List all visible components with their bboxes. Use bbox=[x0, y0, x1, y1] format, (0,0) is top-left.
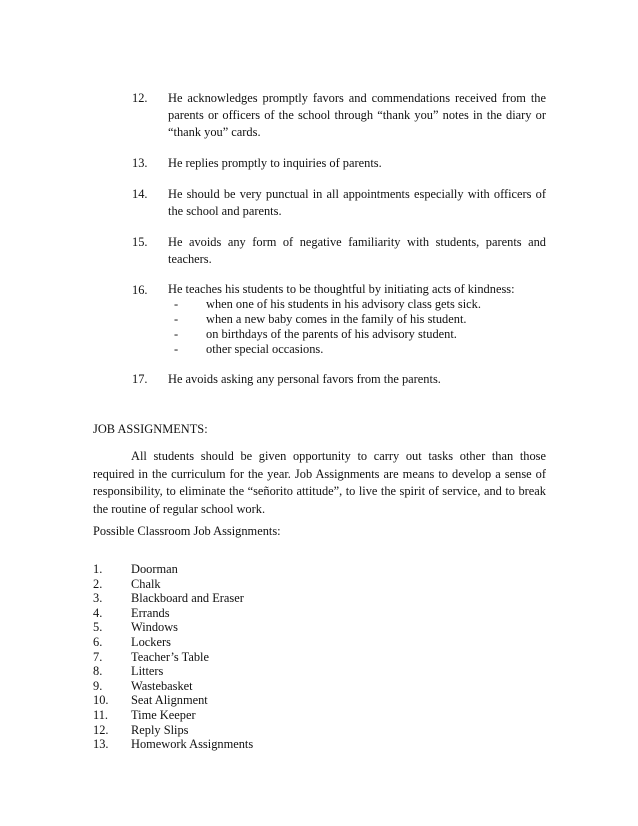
list-number: 3. bbox=[93, 591, 103, 606]
job-assignments-list bbox=[93, 562, 253, 752]
list-item bbox=[93, 679, 253, 694]
duty-item-15 bbox=[132, 234, 546, 268]
sublist-item bbox=[168, 312, 546, 327]
list-label: Blackboard and Eraser bbox=[131, 591, 244, 606]
duty-item-16 bbox=[132, 282, 546, 357]
list-item bbox=[93, 693, 253, 708]
teacher-duties-list bbox=[132, 90, 546, 402]
job-assignments-heading: JOB ASSIGNMENTS: bbox=[93, 422, 208, 436]
dash-marker: - bbox=[174, 342, 179, 356]
list-number: 11. bbox=[93, 707, 109, 722]
job-list-title: Possible Classroom Job Assignments: bbox=[93, 524, 281, 538]
job-assignments-paragraph: All students should be given opportunity to carry out tasks other than those required in the curriculum for the year. Job Assignments are means to develop a sense of responsibility, to eliminate the “señorito attitude”, to live the spirit of service, and to break the routine of regular school work. bbox=[93, 449, 546, 516]
duty-text: He avoids asking any personal favors from the parents. bbox=[168, 372, 441, 386]
duty-text: He teaches his students to be thoughtful by initiating acts of kindness: bbox=[168, 282, 515, 296]
list-number: 5. bbox=[93, 620, 103, 635]
duty-number: 16. bbox=[132, 283, 148, 297]
duty-text: He replies promptly to inquiries of parents. bbox=[168, 156, 382, 170]
duty-number: 13. bbox=[132, 156, 148, 170]
list-number: 9. bbox=[93, 678, 103, 693]
sublist-text: other special occasions. bbox=[206, 342, 324, 356]
duty-text: He should be very punctual in all appointments especially with officers of the school and parents. bbox=[168, 187, 546, 218]
duty-text: He avoids any form of negative familiarity with students, parents and teachers. bbox=[168, 235, 546, 266]
duty-content bbox=[168, 282, 546, 357]
duty-item-13 bbox=[132, 155, 546, 172]
duty-item-17 bbox=[132, 371, 546, 388]
list-item bbox=[93, 635, 253, 650]
sublist-text: when one of his students in his advisory class gets sick. bbox=[206, 297, 481, 311]
list-number: 4. bbox=[93, 605, 103, 620]
list-number: 6. bbox=[93, 634, 103, 649]
list-number: 2. bbox=[93, 576, 103, 591]
duty-number: 12. bbox=[132, 91, 148, 105]
list-item bbox=[93, 708, 253, 723]
list-label: Chalk bbox=[131, 576, 161, 591]
sublist-text: on birthdays of the parents of his advisory student. bbox=[206, 327, 457, 341]
list-label: Seat Alignment bbox=[131, 693, 208, 708]
duty-number: 14. bbox=[132, 187, 148, 201]
list-label: Teacher’s Table bbox=[131, 649, 209, 664]
duty-text: He acknowledges promptly favors and commendations received from the parents or officers of the school through “thank you” notes in the diary or “thank you” cards. bbox=[168, 91, 546, 139]
dash-marker: - bbox=[174, 297, 179, 311]
list-label: Time Keeper bbox=[131, 707, 196, 722]
list-label: Lockers bbox=[131, 634, 171, 649]
duty-item-12 bbox=[132, 90, 546, 141]
duty-number: 17. bbox=[132, 372, 148, 386]
list-number: 12. bbox=[93, 722, 109, 737]
list-label: Doorman bbox=[131, 562, 178, 576]
list-label: Litters bbox=[131, 664, 164, 679]
list-item bbox=[93, 591, 253, 606]
list-number: 1. bbox=[93, 562, 103, 576]
kindness-sublist bbox=[168, 297, 546, 357]
list-item bbox=[93, 664, 253, 679]
list-item bbox=[93, 650, 253, 665]
list-item bbox=[93, 562, 253, 577]
list-label: Errands bbox=[131, 605, 170, 620]
sublist-item bbox=[168, 327, 546, 342]
list-label: Reply Slips bbox=[131, 722, 189, 737]
duty-item-14 bbox=[132, 186, 546, 220]
duty-number: 15. bbox=[132, 235, 148, 249]
dash-marker: - bbox=[174, 327, 179, 341]
list-number: 10. bbox=[93, 693, 109, 708]
list-item bbox=[93, 620, 253, 635]
list-item bbox=[93, 737, 253, 752]
list-item bbox=[93, 723, 253, 738]
list-number: 8. bbox=[93, 664, 103, 679]
list-label: Windows bbox=[131, 620, 178, 635]
sublist-item bbox=[168, 297, 546, 312]
list-number: 13. bbox=[93, 737, 109, 752]
list-number: 7. bbox=[93, 649, 103, 664]
list-label: Homework Assignments bbox=[131, 737, 254, 752]
list-item bbox=[93, 577, 253, 592]
sublist-text: when a new baby comes in the family of his student. bbox=[206, 312, 467, 326]
dash-marker: - bbox=[174, 312, 179, 326]
list-item bbox=[93, 606, 253, 621]
sublist-item bbox=[168, 342, 546, 357]
list-label: Wastebasket bbox=[131, 678, 193, 693]
